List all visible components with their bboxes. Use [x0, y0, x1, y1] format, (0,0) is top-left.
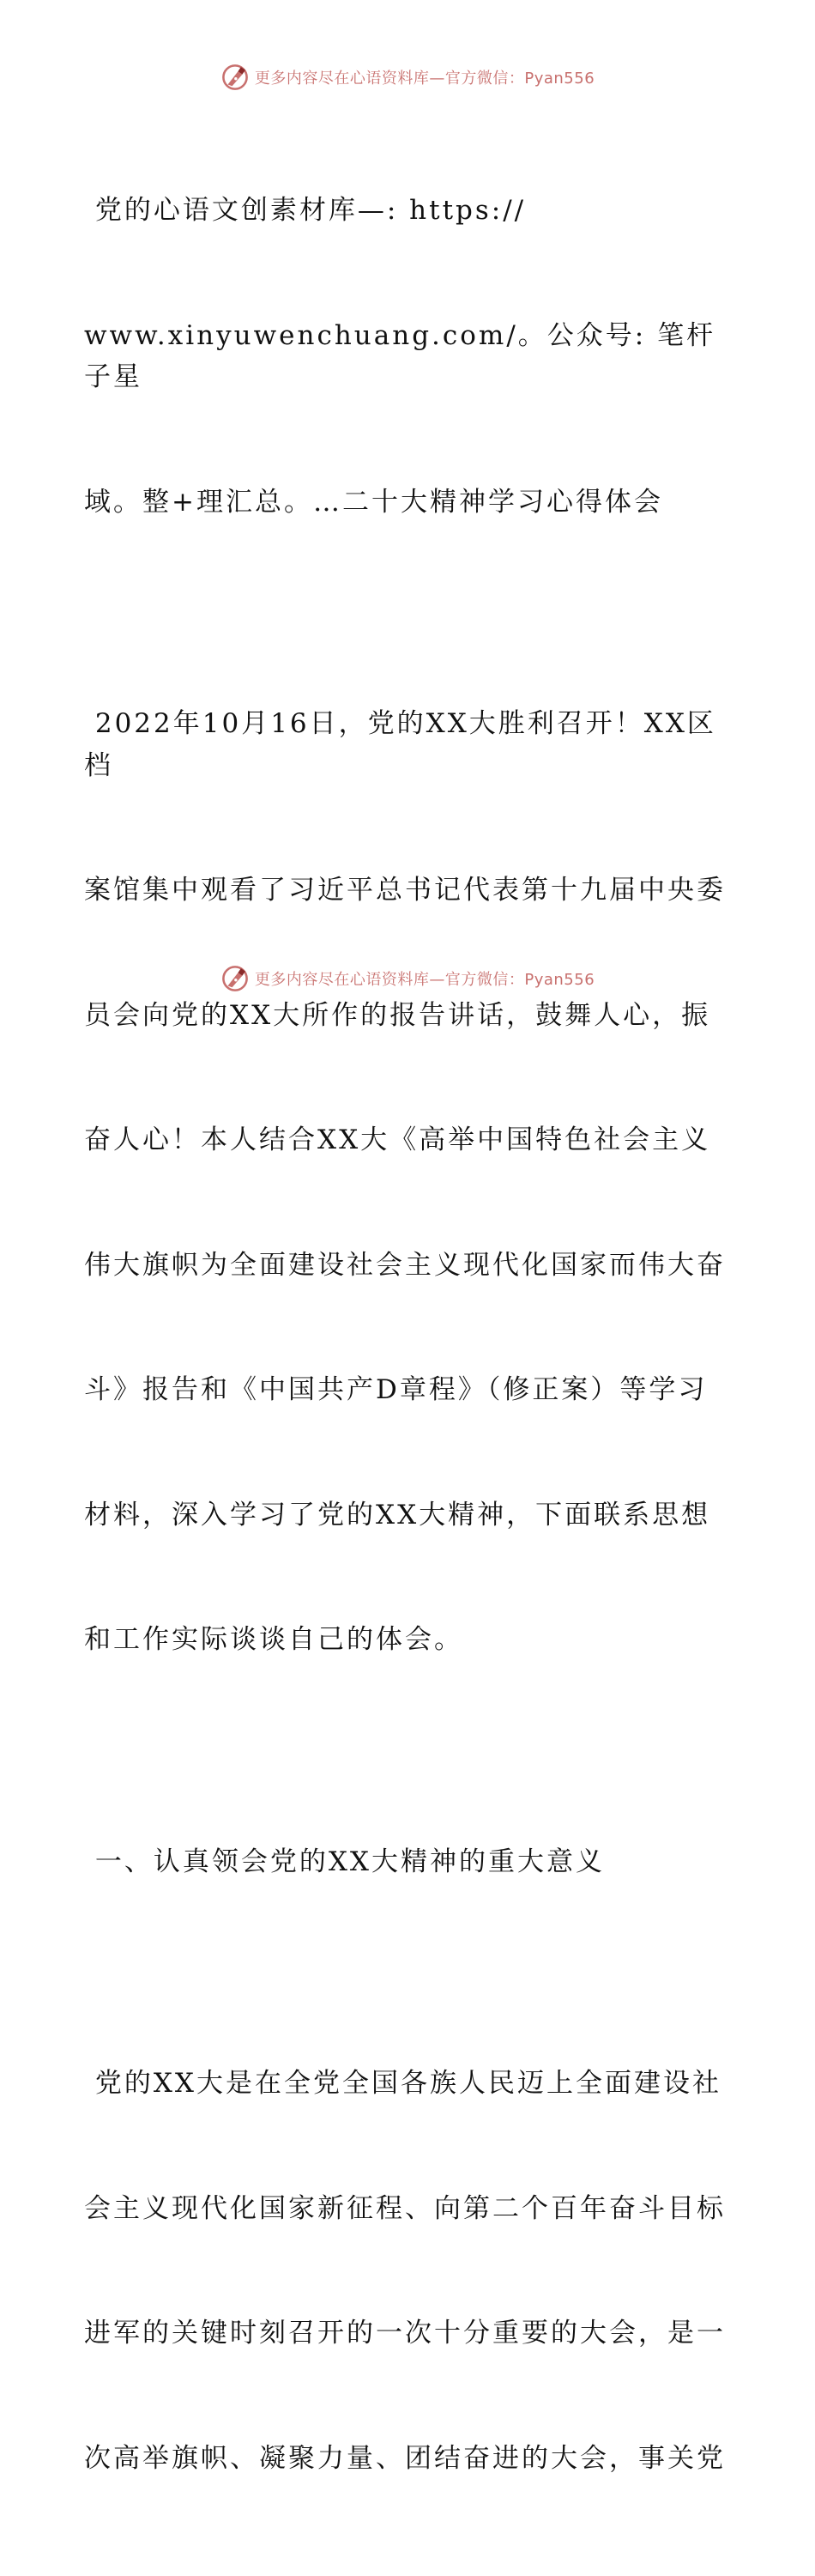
text-line: 斗》报告和《中国共产D章程》（修正案）等学习 [84, 1374, 708, 1405]
text-line: 党的心语文创素材库—: https:// [84, 195, 527, 226]
text-line: 奋人心！本人结合XX大《高举中国特色社会主义 [84, 1124, 711, 1155]
text-line: 会主义现代化国家新征程、向第二个百年奋斗目标 [84, 2192, 726, 2224]
text-line: 进军的关键时刻召开的一次十分重要的大会，是一 [84, 2318, 726, 2349]
text-line: 材料，深入学习了党的XX大精神，下面联系思想 [84, 1499, 711, 1530]
body-paragraph [84, 1979, 736, 2562]
banner-label: 更多内容尽在心语资料库—官方微信： [254, 70, 525, 88]
text-line: 2022年10月16日，党的XX大胜利召开！XX区档 [84, 708, 716, 781]
banner-text [255, 967, 595, 990]
banner-label: 更多内容尽在心语资料库—官方微信： [254, 971, 525, 989]
pen-nib-icon [220, 63, 250, 92]
text-line: 和工作实际谈谈自己的体会。 [84, 1624, 463, 1655]
banner-text [255, 66, 595, 88]
text-line: 员会向党的XX大所作的报告讲话，鼓舞人心，振 [84, 999, 711, 1031]
pen-nib-icon [220, 964, 250, 993]
text-line: www.xinyuwenchuang.com/。公众号: 笔杆子星 [84, 319, 716, 392]
header-banner [0, 60, 815, 94]
text-line: 一、认真领会党的XX大精神的重大意义 [84, 1846, 605, 1877]
text-line: 域。整+理汇总。…二十大精神学习心得体会 [84, 486, 663, 518]
text-line: 党的XX大是在全党全国各族人民迈上全面建设社 [84, 2068, 721, 2099]
text-line: 次高举旗帜、凝聚力量、团结奋进的大会，事关党 [84, 2442, 726, 2474]
section-heading [84, 1758, 736, 1967]
text-line: 伟大旗帜为全面建设社会主义现代化国家而伟大奋 [84, 1249, 726, 1281]
text-line: 案馆集中观看了习近平总书记代表第十九届中央委 [84, 875, 726, 906]
wechat-id: Pyan556 [524, 971, 595, 989]
wechat-id: Pyan556 [524, 70, 595, 88]
intro-paragraph [84, 106, 736, 606]
document-body [84, 106, 736, 2576]
body-paragraph [84, 620, 736, 1744]
footer-banner [0, 961, 815, 996]
